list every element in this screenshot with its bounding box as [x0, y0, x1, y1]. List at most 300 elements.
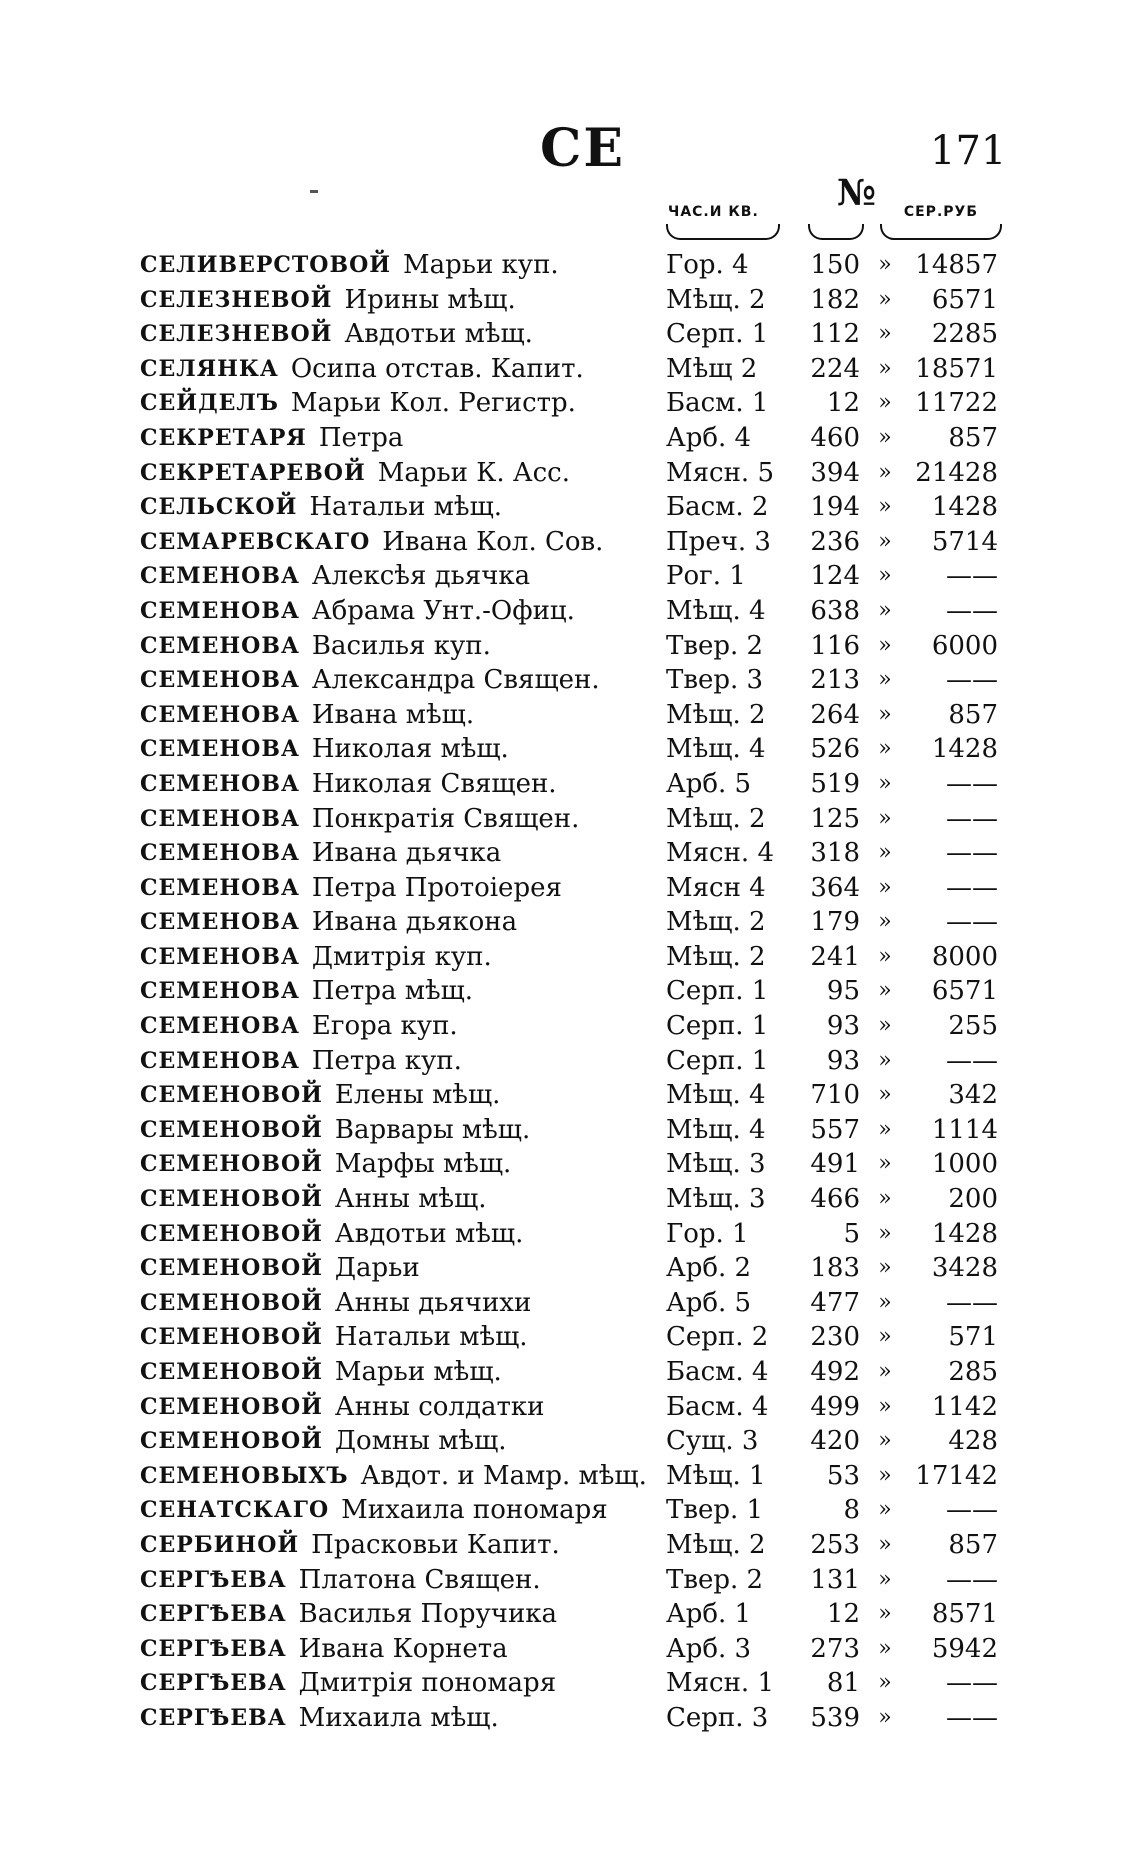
page-title: СЕ [540, 118, 626, 179]
entry-part: Мѣщ. 3 [666, 1149, 766, 1180]
entry-part: Мѣщ. 2 [666, 284, 766, 315]
entry-rubles: 17142 [915, 1460, 998, 1491]
entry-ditto-mark: » [878, 840, 892, 866]
entry-ditto-mark: » [878, 1497, 892, 1523]
entry-rubles: 14857 [915, 250, 998, 280]
entry-surname: СЕМЕНОВОЙ [140, 1428, 323, 1455]
table-row [0, 1078, 1140, 1113]
entry-ditto-mark: » [878, 424, 892, 450]
entry-surname: СЕМЕНОВА [140, 563, 300, 590]
entry-given-name: Николая Священ. [311, 768, 557, 799]
entry-rubles: —— [946, 907, 998, 938]
entry-number: 557 [810, 1114, 860, 1145]
entry-part: Твер. 1 [666, 1495, 764, 1526]
entry-rubles: 857 [948, 699, 998, 730]
table-row [0, 1217, 1140, 1252]
entry-part: Мѣщ. 2 [666, 941, 766, 972]
entry-given-name: Ивана Кол. Сов. [382, 526, 604, 557]
entry-rubles: 1142 [931, 1391, 998, 1422]
entry-part: Мѣщ. 4 [666, 734, 766, 765]
table-row [0, 1147, 1140, 1182]
entry-surname: СЕМЕНОВА [140, 632, 300, 659]
directory-entries [0, 248, 1140, 1736]
entry-ditto-mark: » [878, 943, 892, 969]
entry-surname: СЕМЕНОВА [140, 978, 300, 1005]
table-row [0, 352, 1140, 387]
entry-given-name: Осипа отстав. Капит. [290, 353, 584, 384]
table-row [0, 1320, 1140, 1355]
entry-rubles: 428 [948, 1426, 998, 1457]
table-row [0, 317, 1140, 352]
entry-rubles: 8571 [931, 1599, 998, 1630]
entry-surname: СЕЛИВЕРСТОВОЙ [140, 252, 392, 278]
entry-number: 8 [843, 1495, 860, 1526]
entry-part: Басм. 4 [666, 1391, 769, 1422]
entry-given-name: Василья Поручика [298, 1599, 558, 1630]
table-row [0, 1493, 1140, 1528]
table-row [0, 663, 1140, 698]
entry-ditto-mark: » [878, 1289, 892, 1315]
page-number: 171 [930, 128, 1007, 174]
entry-rubles: —— [946, 1668, 998, 1699]
entry-ditto-mark: » [878, 874, 892, 900]
entry-surname: СЕМЕНОВА [140, 667, 300, 694]
entry-part: Арб. 5 [666, 1287, 752, 1318]
entry-ditto-mark: » [878, 1393, 892, 1419]
entry-number: 539 [810, 1702, 860, 1733]
entry-surname: СЕМЕНОВА [140, 1013, 300, 1040]
entry-ditto-mark: » [878, 1116, 892, 1142]
entry-ditto-mark: » [878, 563, 892, 589]
entry-rubles: —— [946, 595, 998, 626]
entry-given-name: Авдотьи мѣщ. [344, 319, 533, 350]
entry-given-name: Анны дьячихи [334, 1287, 532, 1318]
entry-surname: СЕМЕНОВА [140, 943, 300, 970]
entry-ditto-mark: » [878, 1186, 892, 1212]
entry-ditto-mark: » [878, 597, 892, 623]
entry-ditto-mark: » [878, 770, 892, 796]
entry-surname: СЕМЕНОВОЙ [140, 1289, 323, 1316]
entry-ditto-mark: » [878, 978, 892, 1004]
entry-surname: СЕМЕНОВА [140, 874, 300, 901]
table-row [0, 940, 1140, 975]
entry-number: 273 [810, 1633, 860, 1664]
entry-given-name: Натальи мѣщ. [309, 492, 503, 523]
entry-part: Мѣщ. 2 [666, 907, 766, 938]
entry-rubles: —— [946, 1045, 998, 1076]
table-row [0, 1701, 1140, 1736]
table-row [0, 1182, 1140, 1217]
entry-given-name: Дарьи [334, 1253, 420, 1284]
table-row [0, 1286, 1140, 1321]
entry-surname: СЕМЕНОВА [140, 736, 300, 763]
entry-number: 526 [810, 734, 860, 765]
entry-part: Мѣщ. 4 [666, 595, 766, 626]
entry-rubles: —— [946, 561, 998, 592]
brace-number [808, 224, 864, 240]
entry-rubles: —— [946, 803, 998, 834]
table-row [0, 767, 1140, 802]
entry-part: Мѣщ. 1 [666, 1460, 766, 1491]
entry-ditto-mark: » [878, 252, 892, 277]
entry-ditto-mark: » [878, 667, 892, 693]
entry-number: 710 [810, 1080, 860, 1111]
entry-surname: СЕКРЕТАРЕВОЙ [140, 459, 366, 486]
entry-number: 194 [810, 492, 860, 523]
entry-given-name: Алексѣя дьячка [311, 561, 531, 592]
entry-part: Серп. 1 [666, 1045, 769, 1076]
entry-ditto-mark: » [878, 390, 892, 416]
entry-number: 131 [810, 1564, 860, 1595]
table-row [0, 1424, 1140, 1459]
entry-surname: СЕНАТСКАГО [140, 1497, 330, 1524]
entry-ditto-mark: » [878, 1255, 892, 1281]
entry-ditto-mark: » [878, 1151, 892, 1177]
entry-given-name: Ирины мѣщ. [344, 284, 516, 315]
entry-surname: СЕРГѢЕВА [140, 1704, 287, 1731]
entry-part: Серп. 1 [666, 1011, 769, 1042]
entry-given-name: Петра Протоіерея [311, 872, 562, 903]
entry-number: 460 [810, 422, 860, 453]
entry-part: Серп. 1 [666, 319, 769, 350]
entry-given-name: Михаила пономаря [341, 1495, 608, 1526]
entry-surname: СЕМЕНОВА [140, 770, 300, 797]
entry-surname: СЕЛЬСКОЙ [140, 494, 298, 521]
entry-number: 125 [810, 803, 860, 834]
entry-ditto-mark: » [878, 459, 892, 485]
entry-ditto-mark: » [878, 1462, 892, 1488]
entry-rubles: 6000 [931, 630, 998, 661]
entry-given-name: Марьи Кол. Регистр. [290, 388, 576, 419]
table-row [0, 283, 1140, 318]
entry-part: Преч. 3 [666, 526, 771, 557]
entry-rubles: —— [946, 838, 998, 869]
entry-rubles: 18571 [915, 353, 998, 384]
column-headers [0, 172, 1140, 242]
entry-rubles: —— [946, 665, 998, 696]
entry-given-name: Николая мѣщ. [311, 734, 509, 765]
entry-ditto-mark: » [878, 1566, 892, 1592]
entry-number: 318 [810, 838, 860, 869]
column-header-number: № [836, 172, 877, 214]
entry-surname: СЕМЕНОВА [140, 909, 300, 936]
entry-surname: СЕМЕНОВОЙ [140, 1220, 323, 1247]
entry-part: Арб. 3 [666, 1633, 752, 1664]
entry-number: 466 [810, 1184, 860, 1215]
entry-number: 477 [810, 1287, 860, 1318]
table-row [0, 1666, 1140, 1701]
entry-surname: СЕЛЕЗНЕВОЙ [140, 286, 333, 313]
entry-surname: СЕРГѢЕВА [140, 1670, 287, 1697]
entry-ditto-mark: » [878, 1359, 892, 1384]
table-row [0, 1355, 1140, 1390]
entry-ditto-mark: » [878, 909, 892, 935]
entry-part: Мясн. 5 [666, 457, 774, 488]
entry-ditto-mark: » [878, 1428, 892, 1454]
entry-rubles: 1114 [931, 1114, 998, 1145]
entry-number: 253 [810, 1529, 860, 1560]
table-row [0, 802, 1140, 837]
entry-rubles: 8000 [931, 941, 998, 972]
entry-rubles: —— [946, 1702, 998, 1733]
entry-part: Мѣщ. 3 [666, 1184, 766, 1215]
entry-given-name: Елены мѣщ. [334, 1080, 501, 1111]
entry-given-name: Петра [318, 422, 404, 453]
table-row [0, 594, 1140, 629]
entry-surname: СЕМАРЕВСКАГО [140, 528, 371, 555]
table-row [0, 1390, 1140, 1425]
entry-given-name: Платона Священ. [298, 1564, 541, 1595]
entry-given-name: Александра Священ. [311, 665, 600, 696]
table-row [0, 1528, 1140, 1563]
table-row [0, 871, 1140, 906]
entry-number: 182 [810, 284, 860, 315]
entry-given-name: Петра мѣщ. [311, 976, 474, 1007]
entry-part: Мѣщ. 2 [666, 699, 766, 730]
entry-number: 93 [826, 1011, 860, 1042]
entry-part: Твер. 2 [666, 1564, 764, 1595]
entry-part: Гор. 1 [666, 1218, 749, 1249]
column-header-rubles: СЕР.РУБ [903, 204, 978, 220]
entry-rubles: 857 [948, 1529, 998, 1560]
table-row [0, 559, 1140, 594]
entry-given-name: Ивана дьячка [311, 838, 502, 869]
entry-number: 394 [810, 457, 860, 488]
entry-surname: СЕМЕНОВОЙ [140, 1082, 323, 1109]
entry-number: 5 [843, 1218, 860, 1249]
entry-given-name: Василья куп. [311, 630, 491, 661]
entry-ditto-mark: » [878, 494, 892, 520]
entry-given-name: Варвары мѣщ. [334, 1114, 531, 1145]
entry-rubles: 342 [948, 1080, 998, 1111]
entry-number: 236 [810, 526, 860, 557]
column-header-part: ЧАС.И КВ. [668, 204, 759, 220]
entry-surname: СЕМЕНОВОЙ [140, 1151, 323, 1178]
table-row [0, 1459, 1140, 1494]
entry-number: 12 [826, 388, 860, 419]
entry-rubles: 3428 [931, 1253, 998, 1284]
table-row [0, 905, 1140, 940]
entry-ditto-mark: » [878, 1531, 892, 1557]
entry-number: 116 [810, 630, 860, 661]
entry-number: 264 [810, 699, 860, 730]
entry-ditto-mark: » [878, 632, 892, 658]
entry-number: 213 [810, 665, 860, 696]
entry-rubles: 285 [948, 1357, 998, 1387]
entry-rubles: —— [946, 768, 998, 799]
entry-surname: СЕМЕНОВА [140, 805, 300, 832]
entry-number: 183 [810, 1253, 860, 1284]
entry-part: Басм. 4 [666, 1357, 769, 1387]
table-row [0, 836, 1140, 871]
entry-surname: СЕРГѢЕВА [140, 1635, 287, 1662]
table-row [0, 974, 1140, 1009]
table-row [0, 1597, 1140, 1632]
entry-number: 12 [826, 1599, 860, 1630]
entry-ditto-mark: » [878, 1324, 892, 1350]
table-row [0, 1044, 1140, 1079]
entry-ditto-mark: » [878, 1047, 892, 1073]
entry-surname: СЕМЕНОВА [140, 1047, 300, 1074]
entry-surname: СЕРБИНОЙ [140, 1531, 300, 1558]
entry-part: Рог. 1 [666, 561, 746, 592]
table-row [0, 1009, 1140, 1044]
entry-part: Арб. 1 [666, 1599, 752, 1630]
entry-given-name: Авдот. и Мамр. мѣщ. [360, 1460, 647, 1491]
entry-ditto-mark: » [878, 355, 892, 381]
entry-rubles: 6571 [931, 284, 998, 315]
entry-number: 53 [826, 1460, 860, 1491]
entry-surname: СЕРГѢЕВА [140, 1566, 287, 1593]
table-row [0, 732, 1140, 767]
entry-given-name: Михаила мѣщ. [298, 1702, 499, 1733]
entry-given-name: Анны мѣщ. [334, 1184, 487, 1215]
entry-ditto-mark: » [878, 1635, 892, 1661]
entry-given-name: Петра куп. [311, 1045, 462, 1076]
entry-rubles: 1428 [931, 734, 998, 765]
entry-ditto-mark: » [878, 321, 892, 347]
entry-rubles: 11722 [915, 388, 998, 419]
entry-given-name: Ивана мѣщ. [311, 699, 475, 730]
brace-part [666, 224, 780, 240]
entry-ditto-mark: » [878, 701, 892, 727]
entry-surname: СЕМЕНОВЫХЪ [140, 1462, 349, 1489]
table-row [0, 629, 1140, 664]
entry-given-name: Марьи куп. [403, 250, 559, 280]
entry-part: Мясн 4 [666, 872, 766, 903]
entry-part: Басм. 1 [666, 388, 769, 419]
entry-surname: СЕМЕНОВОЙ [140, 1116, 323, 1143]
table-row [0, 1632, 1140, 1667]
entry-part: Арб. 2 [666, 1253, 752, 1284]
entry-number: 519 [810, 768, 860, 799]
table-row [0, 1113, 1140, 1148]
entry-number: 179 [810, 907, 860, 938]
entry-given-name: Марьи мѣщ. [334, 1357, 502, 1387]
entry-surname: СЕКРЕТАРЯ [140, 424, 307, 451]
entry-given-name: Дмитрія куп. [311, 941, 492, 972]
entry-number: 95 [826, 976, 860, 1007]
entry-surname: СЕРГѢЕВА [140, 1601, 287, 1628]
table-row [0, 421, 1140, 456]
entry-part: Мѣщ. 2 [666, 803, 766, 834]
entry-rubles: 255 [948, 1011, 998, 1042]
entry-surname: СЕМЕНОВОЙ [140, 1255, 323, 1282]
entry-ditto-mark: » [878, 736, 892, 762]
table-row [0, 1251, 1140, 1286]
entry-part: Серп. 3 [666, 1702, 769, 1733]
entry-given-name: Марфы мѣщ. [334, 1149, 512, 1180]
entry-number: 420 [810, 1426, 860, 1457]
entry-surname: СЕМЕНОВОЙ [140, 1359, 323, 1385]
entry-surname: СЕМЕНОВОЙ [140, 1393, 323, 1420]
entry-surname: СЕМЕНОВА [140, 597, 300, 624]
table-row [0, 490, 1140, 525]
entry-number: 638 [810, 595, 860, 626]
entry-surname: СЕМЕНОВОЙ [140, 1324, 323, 1351]
entry-rubles: 857 [948, 422, 998, 453]
entry-ditto-mark: » [878, 286, 892, 312]
entry-rubles: 571 [948, 1322, 998, 1353]
entry-given-name: Марьи К. Асс. [377, 457, 570, 488]
entry-part: Сущ. 3 [666, 1426, 759, 1457]
entry-given-name: Понкратія Священ. [311, 803, 580, 834]
entry-given-name: Дмитрія пономаря [298, 1668, 557, 1699]
entry-surname: СЕМЕНОВА [140, 840, 300, 867]
entry-ditto-mark: » [878, 1670, 892, 1696]
entry-ditto-mark: » [878, 805, 892, 831]
entry-ditto-mark: » [878, 1013, 892, 1039]
entry-number: 124 [810, 561, 860, 592]
entry-number: 492 [810, 1357, 860, 1387]
entry-rubles: —— [946, 1495, 998, 1526]
entry-rubles: 5714 [931, 526, 998, 557]
entry-surname: СЕЛЕЗНЕВОЙ [140, 321, 333, 348]
entry-rubles: —— [946, 872, 998, 903]
entry-rubles: —— [946, 1287, 998, 1318]
entry-rubles: 200 [948, 1184, 998, 1215]
entry-given-name: Егора куп. [311, 1011, 458, 1042]
entry-given-name: Ивана Корнета [298, 1633, 508, 1664]
entry-rubles: 6571 [931, 976, 998, 1007]
entry-number: 150 [810, 250, 860, 280]
entry-rubles: —— [946, 1564, 998, 1595]
entry-part: Мясн. 4 [666, 838, 774, 869]
table-row [0, 456, 1140, 491]
table-row [0, 698, 1140, 733]
entry-rubles: 5942 [931, 1633, 998, 1664]
entry-part: Арб. 4 [666, 422, 752, 453]
entry-number: 241 [810, 941, 860, 972]
entry-ditto-mark: » [878, 1601, 892, 1627]
entry-part: Твер. 2 [666, 630, 764, 661]
entry-number: 230 [810, 1322, 860, 1353]
entry-given-name: Прасковьи Капит. [311, 1529, 560, 1560]
entry-part: Арб. 5 [666, 768, 752, 799]
entry-ditto-mark: » [878, 528, 892, 554]
entry-part: Мѣщ. 2 [666, 1529, 766, 1560]
entry-ditto-mark: » [878, 1082, 892, 1108]
entry-part: Серп. 1 [666, 976, 769, 1007]
entry-given-name: Ивана дьякона [311, 907, 518, 938]
entry-given-name: Натальи мѣщ. [334, 1322, 528, 1353]
entry-number: 364 [810, 872, 860, 903]
entry-number: 112 [810, 319, 860, 350]
entry-part: Мѣщ. 4 [666, 1080, 766, 1111]
table-row [0, 248, 1140, 283]
entry-ditto-mark: » [878, 1704, 892, 1730]
entry-part: Твер. 3 [666, 665, 764, 696]
entry-number: 499 [810, 1391, 860, 1422]
entry-part: Серп. 2 [666, 1322, 769, 1353]
entry-surname: СЕЛЯНКА [140, 355, 279, 382]
entry-part: Басм. 2 [666, 492, 769, 523]
table-row [0, 386, 1140, 421]
entry-given-name: Анны солдатки [334, 1391, 545, 1422]
entry-number: 224 [810, 353, 860, 384]
entry-part: Мясн. 1 [666, 1668, 774, 1699]
entry-rubles: 21428 [915, 457, 998, 488]
entry-rubles: 1428 [931, 1218, 998, 1249]
entry-number: 93 [826, 1045, 860, 1076]
entry-rubles: 1428 [931, 492, 998, 523]
entry-part: Мѣщ 2 [666, 353, 758, 384]
entry-surname: СЕМЕНОВОЙ [140, 1186, 323, 1213]
entry-surname: СЕМЕНОВА [140, 701, 300, 728]
entry-rubles: 2285 [931, 319, 998, 350]
table-row [0, 1563, 1140, 1598]
entry-given-name: Абрама Унт.-Офиц. [311, 595, 575, 626]
